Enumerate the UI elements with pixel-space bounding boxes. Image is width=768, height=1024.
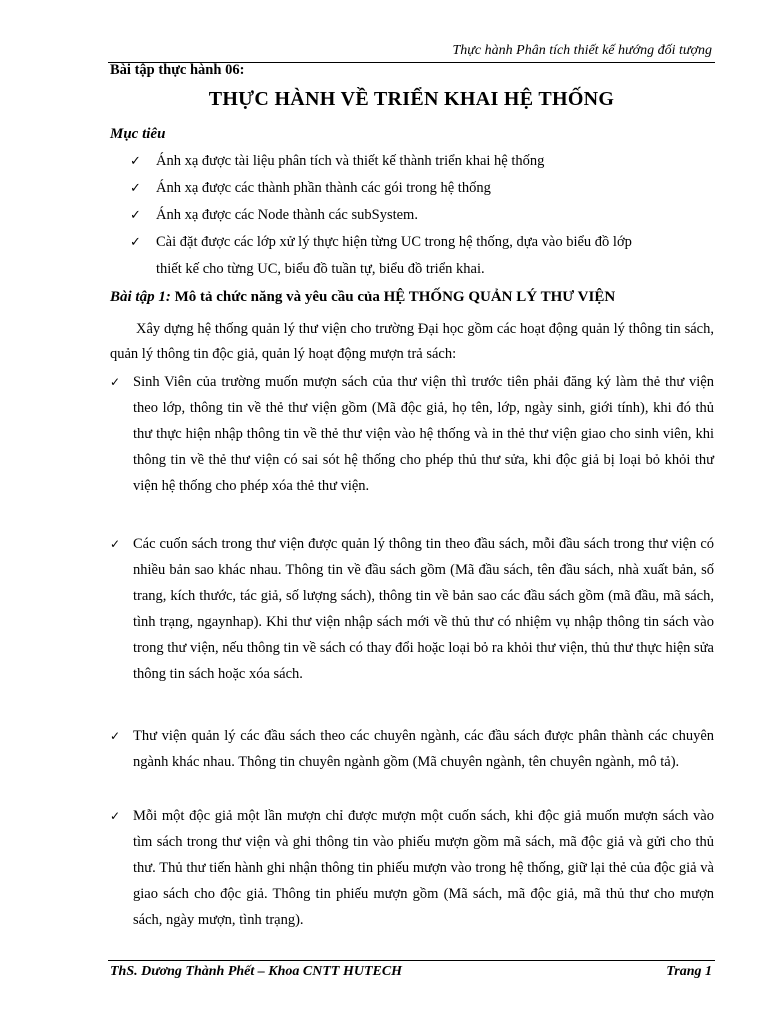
footer-author: ThS. Dương Thành Phết – Khoa CNTT HUTECH bbox=[110, 964, 403, 979]
objective-text: Ánh xạ được tài liệu phân tích và thiết kế thành triển khai hệ thống bbox=[156, 153, 545, 169]
list-item-text: Mỗi một độc giả một lần mượn chỉ được mượn một cuốn sách, khi độc giả muốn mượn sách vào tìm sách trong thư viện và ghi thông tin vào phiếu mượn gồm mã sách, mã độc giả và gửi cho thủ thư. Thủ thư tiến hành ghi nhận thông tin phiếu mượn vào trong hệ thống, giữ lại thẻ của độc giả và giao sách cho độc giả. Thông tin phiếu mượn gồm (Mã sách, mã độc giả, mã thủ thư cho mượn sách, ngày mượn, tình trạng). bbox=[133, 808, 714, 928]
objective-item bbox=[130, 148, 716, 175]
checkmark-icon: ✓ bbox=[110, 729, 121, 743]
page-title: THỰC HÀNH VỀ TRIỂN KHAI HỆ THỐNG bbox=[208, 88, 615, 110]
list-item bbox=[110, 369, 714, 499]
exercise-number: Bài tập 1: bbox=[110, 289, 171, 305]
checkmark-icon: ✓ bbox=[110, 809, 121, 823]
objectives-heading: Mục tiêu bbox=[110, 126, 166, 142]
objective-continuation: thiết kế cho từng UC, biểu đồ tuần tự, biểu đồ triển khai. bbox=[156, 261, 485, 277]
list-item bbox=[110, 531, 714, 687]
running-header: Thực hành Phân tích thiết kế hướng đối tượng bbox=[452, 43, 712, 58]
list-item bbox=[110, 803, 714, 933]
objective-item bbox=[130, 202, 716, 229]
list-item-text: Thư viện quản lý các đầu sách theo các chuyên ngành, các đầu sách được phân thành các chuyên ngành khác nhau. Thông tin chuyên ngành gồm (Mã chuyên ngành, tên chuyên ngành, mô tả). bbox=[133, 728, 714, 770]
intro-paragraph: Xây dựng hệ thống quản lý thư viện cho trường Đại học gồm các hoạt động quản lý thông tin sách, quản lý thông tin độc giả, quản lý hoạt động mượn trả sách: bbox=[110, 321, 714, 362]
checkmark-icon: ✓ bbox=[110, 537, 121, 551]
list-item-text: Các cuốn sách trong thư viện được quản lý thông tin theo đầu sách, mỗi đầu sách trong thư viện có nhiều bản sao khác nhau. Thông tin về đầu sách gồm (Mã đầu sách, tên đầu sách, nhà xuất bản, số trang, kích thước, tác giả, số lượng sách), thông tin về bản sao các đầu sách gồm (mã đầu, mã sách, tình trạng, ngaynhap). Khi thư viện nhập sách mới về thủ thư có nhiệm vụ nhập thông tin sách vào trong thư viện, nếu thông tin về sách có thay đổi hoặc loại bỏ ra khỏi thư viện, thủ thư thực hiện sửa thông tin sách hoặc xóa sách. bbox=[133, 536, 714, 682]
page-number: Trang 1 bbox=[666, 964, 712, 979]
exercise-label: Bài tập thực hành 06: bbox=[110, 62, 245, 78]
objective-text: Ánh xạ được các thành phần thành các gói trong hệ thống bbox=[156, 180, 491, 196]
checkmark-icon: ✓ bbox=[110, 375, 121, 389]
objective-text: Ánh xạ được các Node thành các subSystem. bbox=[156, 207, 418, 223]
list-item-text: Sinh Viên của trường muốn mượn sách của thư viện thì trước tiên phải đăng ký làm thẻ thư viện theo lớp, thông tin về thẻ thư viện gồm (Mã độc giả, họ tên, lớp, ngày sinh, giới tính), khi đó thủ thư thực hiện nhập thông tin về thẻ thư viện vào hệ thống và in thẻ thư viện giao cho sinh viên, khi thông tin về thẻ thư viện có sai sót hệ thống cho phép thủ thư sửa, khi độc giả bị loại bỏ khỏi thư viện hệ thống cho phép xóa thẻ thư viện. bbox=[133, 374, 714, 494]
checkmark-icon: ✓ bbox=[130, 154, 141, 169]
list-item bbox=[110, 723, 714, 775]
checkmark-icon: ✓ bbox=[130, 235, 141, 250]
objective-item bbox=[130, 229, 716, 256]
checkmark-icon: ✓ bbox=[130, 181, 141, 196]
objective-text: Cài đặt được các lớp xử lý thực hiện từng UC trong hệ thống, dựa vào biểu đồ lớp bbox=[156, 234, 632, 250]
footer-rule bbox=[108, 960, 715, 961]
exercise-heading bbox=[110, 289, 615, 306]
checkmark-icon: ✓ bbox=[130, 208, 141, 223]
objective-item bbox=[130, 175, 716, 202]
exercise-desc: Mô tả chức năng và yêu cầu của bbox=[170, 289, 384, 305]
exercise-system-name: HỆ THỐNG QUẢN LÝ THƯ VIỆN bbox=[383, 289, 616, 305]
